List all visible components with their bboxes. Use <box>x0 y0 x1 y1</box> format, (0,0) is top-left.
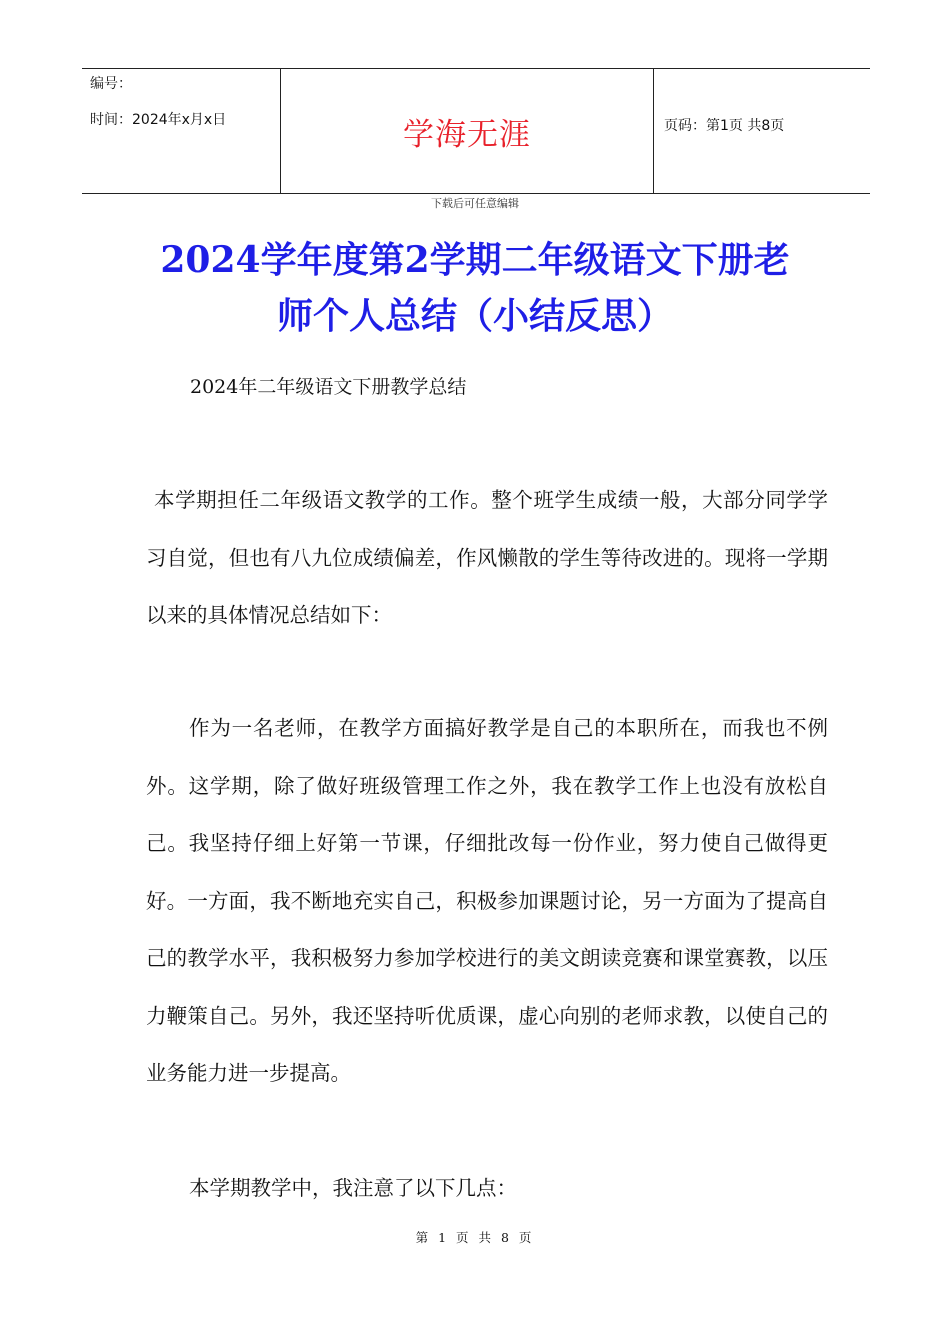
header-page-cell <box>654 69 870 193</box>
header-info-cell <box>82 69 281 193</box>
brand-title: 学海无涯 <box>403 116 531 153</box>
document-title: 2024学年度第2学期二年级语文下册老师个人总结（小结反思） <box>160 239 790 337</box>
header-brand-cell <box>281 69 654 193</box>
page-footer: 第 1 页 共 8 页 <box>415 1230 535 1245</box>
document-time-label: 时间：2024年x月x日 <box>90 112 227 128</box>
document-number-label: 编号： <box>90 76 132 92</box>
paragraph: 本学期教学中，我注意了以下几点： <box>189 1176 517 1200</box>
page-code-label: 页码：第1页 共8页 <box>664 118 785 134</box>
paragraph: 作为一名老师，在教学方面搞好教学是自己的本职所在，而我也不例外。这学期，除了做好班级管理工作之外，我在教学工作上也没有放松自己。我坚持仔细上好第一节课，仔细批改每一份作业，努力使自己做得更好。一方面，我不断地充实自己，积极参加课题讨论，另一方面为了提高自己的教学水平，我积极努力参加学校进行的美文朗读竞赛和课堂赛教，以压力鞭策自己。另外，我还坚持听优质课，虚心向别的老师求教，以使自己的业务能力进一步提高。 <box>146 716 828 1085</box>
editable-note: 下载后可任意编辑 <box>431 197 519 210</box>
document-subtitle: 2024年二年级语文下册教学总结 <box>190 376 467 398</box>
document-header <box>82 68 870 194</box>
paragraph: 本学期担任二年级语文教学的工作。整个班学生成绩一般，大部分同学学习自觉，但也有八九位成绩偏差，作风懒散的学生等待改进的。现将一学期以来的具体情况总结如下： <box>146 488 828 627</box>
